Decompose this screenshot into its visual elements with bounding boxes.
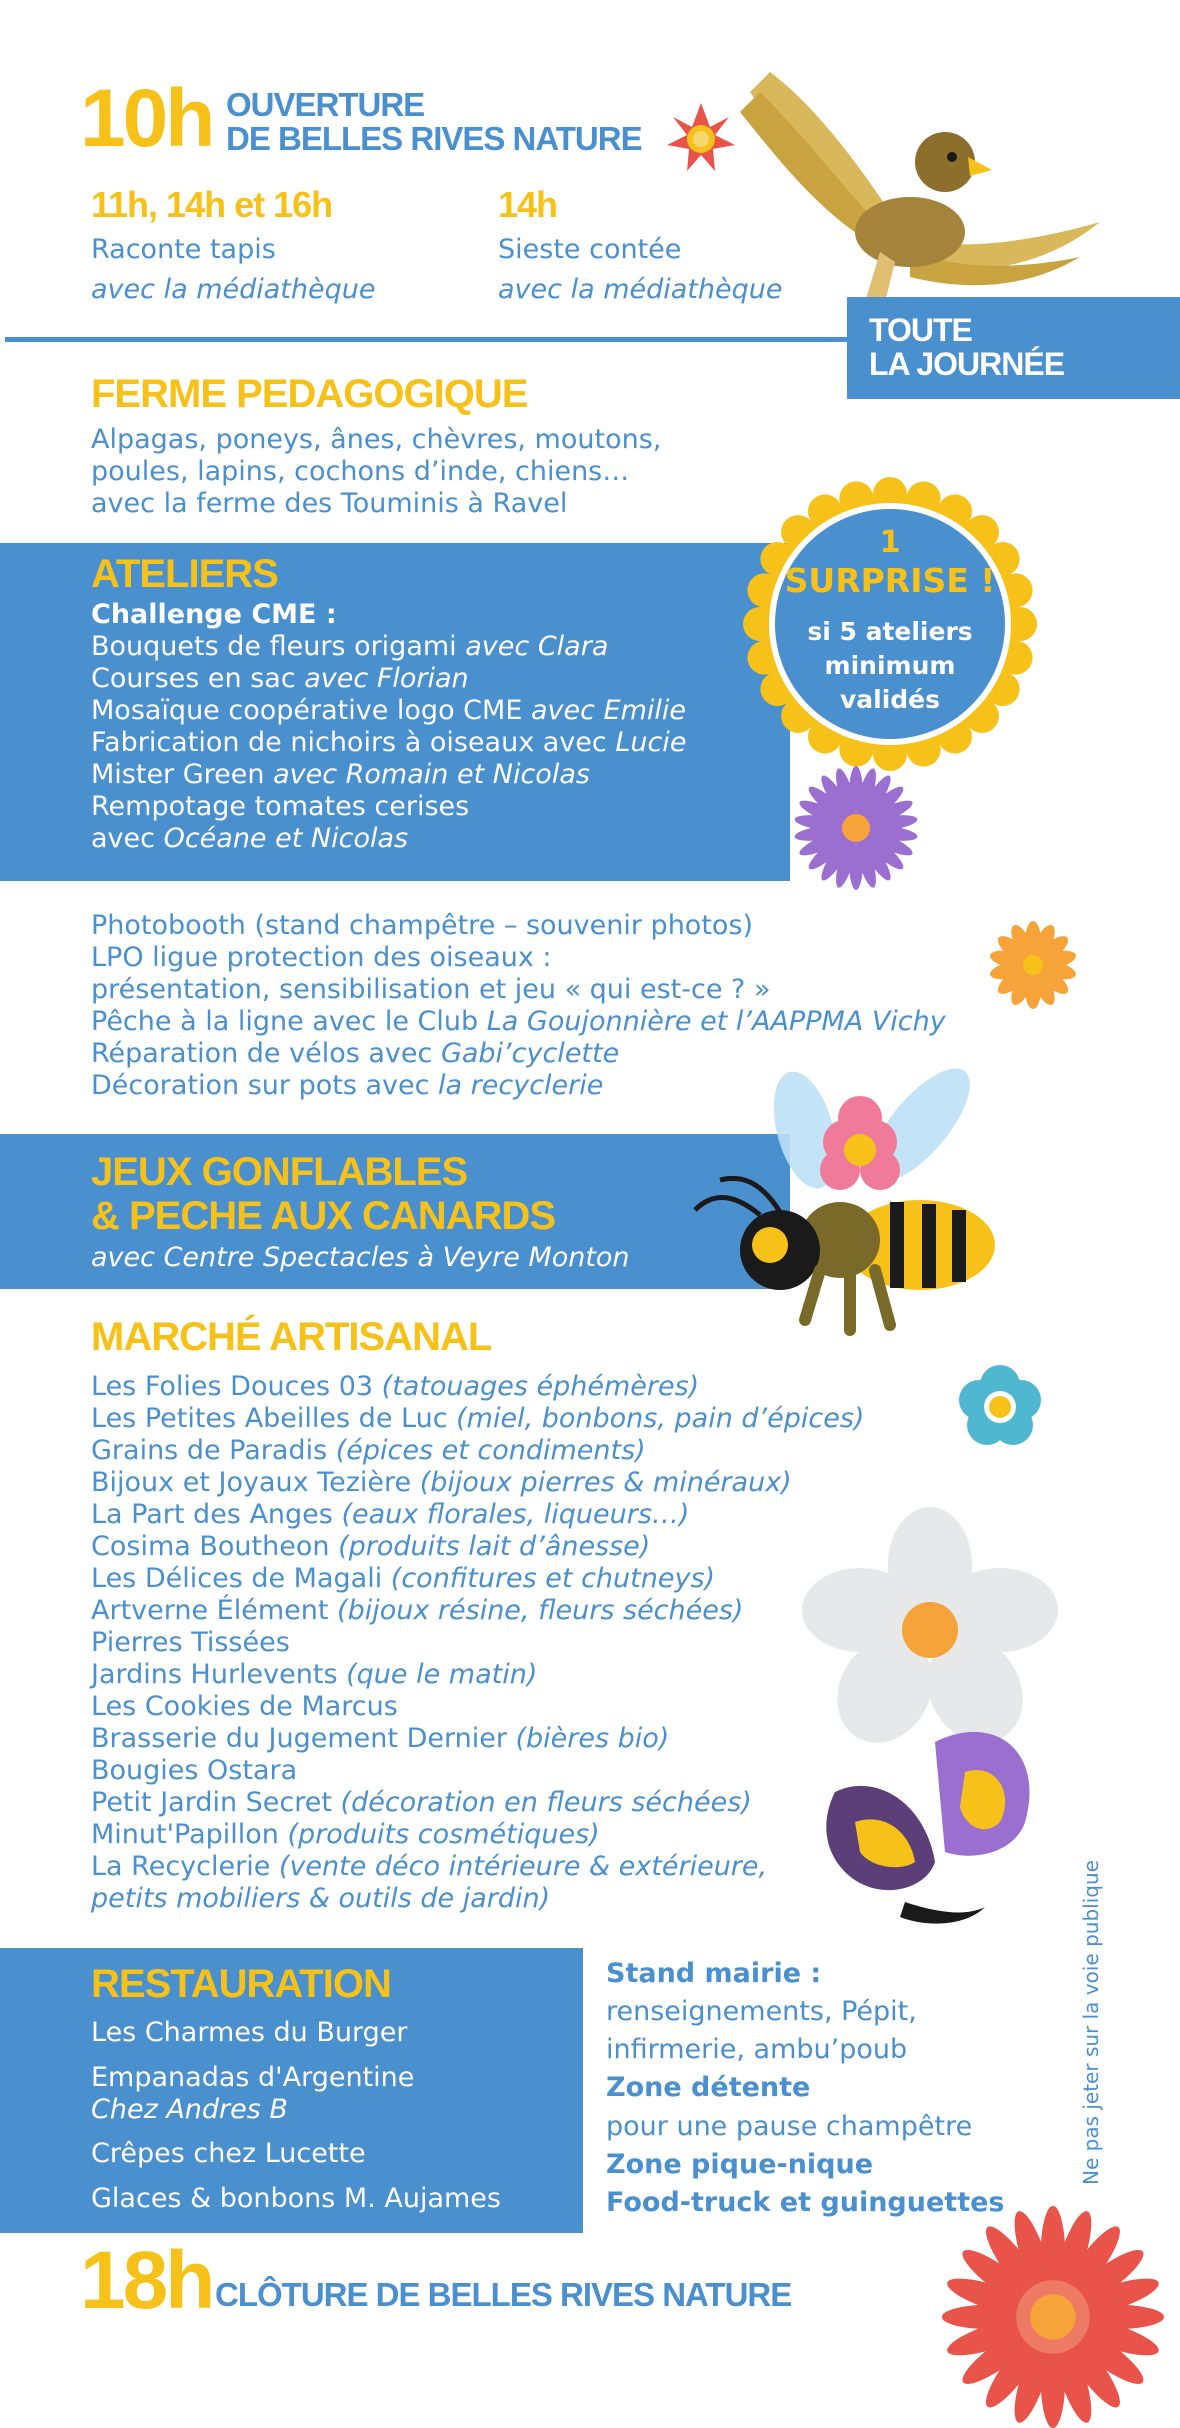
marche-item: Les Cookies de Marcus xyxy=(91,1691,398,1722)
atelier-item: Courses en sac avec Florian xyxy=(91,663,469,694)
all-day-line-1: TOUTE xyxy=(869,312,972,348)
atelier-item: Bouquets de fleurs origami avec Clara xyxy=(91,631,609,662)
atelier-item: avec Océane et Nicolas xyxy=(91,823,409,854)
restauration-heading: RESTAURATION xyxy=(91,1962,391,2006)
event-title-1: Raconte tapis xyxy=(91,234,276,265)
ateliers-list xyxy=(91,631,686,855)
event-sub-1: avec la médiathèque xyxy=(91,274,376,305)
badge-line-5: validés xyxy=(839,685,941,714)
marche-item: Pierres Tissées xyxy=(91,1627,290,1658)
ferme-heading: FERME PEDAGOGIQUE xyxy=(91,372,528,416)
marche-item: petits mobiliers & outils de jardin) xyxy=(91,1883,551,1914)
marche-item: Petit Jardin Secret (décoration en fleurs séchées) xyxy=(91,1787,752,1818)
restauration-item: Les Charmes du Burger xyxy=(91,2017,408,2048)
restauration-item: Crêpes chez Lucette xyxy=(91,2138,366,2169)
badge-line-2: SURPRISE ! xyxy=(784,561,996,600)
ferme-line-3: avec la ferme des Touminis à Ravel xyxy=(91,488,568,519)
all-day-banner xyxy=(847,297,1180,399)
activity-item: Décoration sur pots avec la recyclerie xyxy=(91,1070,604,1101)
marche-item: Minut'Papillon (produits cosmétiques) xyxy=(91,1819,600,1850)
marche-item: Grains de Paradis (épices et condiments) xyxy=(91,1435,646,1466)
marche-item: Bougies Ostara xyxy=(91,1755,298,1786)
service-item: Zone détente xyxy=(606,2072,811,2103)
event-title-2: Sieste contée xyxy=(498,234,682,265)
orange-flower-icon xyxy=(983,915,1083,1015)
opening-line-2: DE BELLES RIVES NATURE xyxy=(226,120,642,157)
marche-item: La Part des Anges (eaux florales, liqueurs…) xyxy=(91,1499,690,1530)
atelier-item: Mosaïque coopérative logo CME avec Emilie xyxy=(91,695,687,726)
marche-item: La Recyclerie (vente déco intérieure & extérieure, xyxy=(91,1851,768,1882)
jeux-line-2: & PECHE AUX CANARDS xyxy=(91,1194,556,1238)
marche-item: Artverne Élément (bijoux résine, fleurs séchées) xyxy=(91,1595,744,1626)
vertical-note: Ne pas jeter sur la voie publique xyxy=(1079,1860,1103,2185)
service-item: infirmerie, ambu’poub xyxy=(606,2034,908,2065)
badge-line-1: 1 xyxy=(879,525,901,560)
marche-item: Les Délices de Magali (confitures et chutneys) xyxy=(91,1563,716,1594)
service-item: pour une pause champêtre xyxy=(606,2111,973,2142)
marche-item: Bijoux et Joyaux Tezière (bijoux pierres & minéraux) xyxy=(91,1467,792,1498)
marche-item: Les Folies Douces 03 (tatouages éphémères) xyxy=(91,1371,700,1402)
event-time-1: 11h, 14h et 16h xyxy=(91,184,333,225)
badge-line-3: si 5 ateliers xyxy=(807,617,973,646)
activity-item: Pêche à la ligne avec le Club La Goujonnière et l’AAPPMA Vichy xyxy=(91,1006,946,1037)
ateliers-heading: ATELIERS xyxy=(91,552,278,596)
closing-time: 18h xyxy=(80,2235,213,2326)
marche-heading: MARCHÉ ARTISANAL xyxy=(91,1315,492,1359)
activity-item: Photobooth (stand champêtre – souvenir photos) xyxy=(91,910,754,941)
service-item: Food-truck et guinguettes xyxy=(606,2187,1005,2218)
atelier-item: Rempotage tomates cerises xyxy=(91,791,470,822)
event-time-2: 14h xyxy=(498,184,558,225)
opening-line-1: OUVERTURE xyxy=(226,86,425,123)
opening-time: 10h xyxy=(80,73,213,164)
surprise-badge xyxy=(740,474,1040,774)
badge-line-4: minimum xyxy=(824,651,956,680)
red-flower-icon xyxy=(665,103,737,175)
activity-item: LPO ligue protection des oiseaux : xyxy=(91,942,552,973)
restauration-item: Glaces & bonbons M. Aujames xyxy=(91,2183,501,2214)
ateliers-challenge: Challenge CME : xyxy=(91,599,337,630)
purple-flower-icon xyxy=(786,758,926,898)
marche-item: Jardins Hurlevents (que le matin) xyxy=(91,1659,538,1690)
restauration-item: Empanadas d'Argentine xyxy=(91,2062,415,2093)
jeux-line-1: JEUX GONFLABLES xyxy=(91,1150,468,1194)
ferme-line-2: poules, lapins, cochons d’inde, chiens… xyxy=(91,456,630,487)
marche-item: Cosima Boutheon (produits lait d’ânesse) xyxy=(91,1531,651,1562)
restauration-item: Chez Andres B xyxy=(91,2094,288,2125)
atelier-item: Mister Green avec Romain et Nicolas xyxy=(91,759,590,790)
ferme-line-1: Alpagas, poneys, ânes, chèvres, moutons, xyxy=(91,424,662,455)
blue-flower-icon xyxy=(955,1362,1045,1452)
closing-text: CLÔTURE DE BELLES RIVES NATURE xyxy=(215,2276,792,2313)
jeux-sub: avec Centre Spectacles à Veyre Monton xyxy=(91,1242,630,1273)
event-sub-2: avec la médiathèque xyxy=(498,274,783,305)
all-day-line-2: LA JOURNÉE xyxy=(869,346,1065,382)
red-gerbera-icon xyxy=(925,2205,1180,2428)
marche-list xyxy=(91,1371,864,1915)
service-item: Zone pique-nique xyxy=(606,2149,874,2180)
marche-item: Brasserie du Jugement Dernier (bières bio) xyxy=(91,1723,670,1754)
activity-item: présentation, sensibilisation et jeu « qui est-ce ? » xyxy=(91,974,771,1005)
atelier-item: Fabrication de nichoirs à oiseaux avec Lucie xyxy=(91,727,687,758)
marche-item: Les Petites Abeilles de Luc (miel, bonbons, pain d’épices) xyxy=(91,1403,865,1434)
bee-icon xyxy=(690,1070,1010,1350)
service-item: renseignements, Pépit, xyxy=(606,1996,917,2027)
bird-icon xyxy=(730,62,1110,312)
butterfly-icon xyxy=(815,1712,1055,1932)
divider-line xyxy=(5,337,850,342)
activity-item: Réparation de vélos avec Gabi’cyclette xyxy=(91,1038,620,1069)
service-item: Stand mairie : xyxy=(606,1958,822,1989)
